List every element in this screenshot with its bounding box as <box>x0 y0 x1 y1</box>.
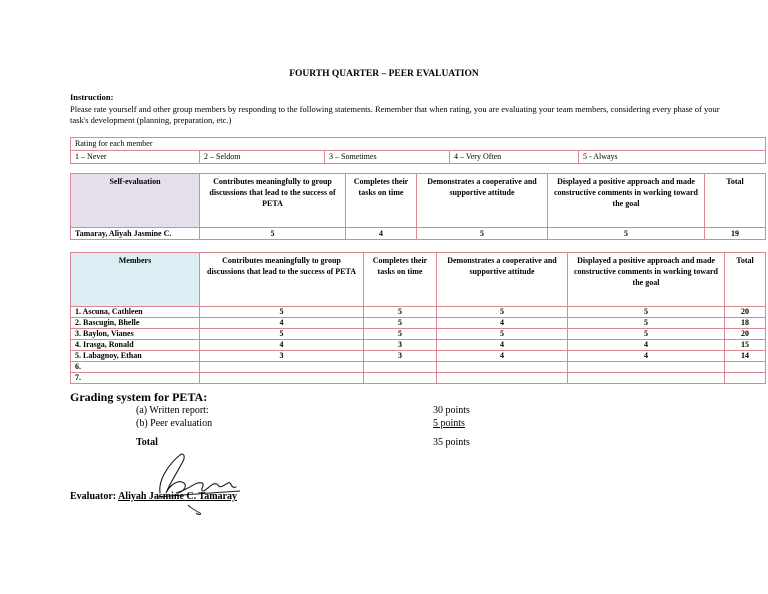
signature-image <box>140 449 250 519</box>
self-name-cell: Tamaray, Aliyah Jasmine C. <box>71 228 200 240</box>
member-name-cell: 1. Ascuna, Cathleen <box>71 307 200 318</box>
table-row <box>71 340 766 351</box>
table-row <box>71 373 766 384</box>
score-cell <box>200 373 364 384</box>
score-cell: 3 <box>364 340 437 351</box>
self-eval-header: Self-evaluation <box>71 174 200 228</box>
criteria-header: Demonstrates a cooperative and supportive attitude <box>417 174 548 228</box>
score-cell <box>364 362 437 373</box>
grading-item-points: 5 points <box>433 418 465 429</box>
member-name-cell: 5. Labagnoy, Ethan <box>71 351 200 362</box>
score-cell: 5 <box>568 318 725 329</box>
score-cell <box>437 373 568 384</box>
score-cell: 5 <box>364 329 437 340</box>
criteria-header: Completes their tasks on time <box>364 253 437 307</box>
criteria-header: Displayed a positive approach and made constructive comments in working toward the goal <box>548 174 705 228</box>
score-cell <box>364 373 437 384</box>
rating-item: 5 - Always <box>579 151 766 164</box>
table-row <box>71 362 766 373</box>
score-cell <box>568 373 725 384</box>
grading-total-points: 35 points <box>433 437 470 448</box>
criteria-header: Completes their tasks on time <box>346 174 417 228</box>
score-cell: 4 <box>437 340 568 351</box>
members-header: Members <box>71 253 200 307</box>
grading-item-points: 30 points <box>433 405 470 416</box>
rating-scale-table <box>70 137 766 164</box>
score-cell: 4 <box>437 351 568 362</box>
score-cell: 5 <box>548 228 705 240</box>
score-cell: 4 <box>437 318 568 329</box>
total-cell: 15 <box>725 340 766 351</box>
score-cell: 5 <box>200 307 364 318</box>
grading-item-label: (a) Written report: <box>136 405 209 416</box>
score-cell: 4 <box>346 228 417 240</box>
member-name-cell: 7. <box>71 373 200 384</box>
member-name-cell: 3. Baylon, Vianes <box>71 329 200 340</box>
self-evaluation-table <box>70 173 766 240</box>
score-cell: 5 <box>200 228 346 240</box>
evaluator-name: Aliyah Jasmine C. Tamaray <box>118 491 237 502</box>
instruction-heading: Instruction: <box>70 92 114 102</box>
member-name-cell: 2. Bascugin, Bhelle <box>71 318 200 329</box>
rating-scale-heading: Rating for each member <box>71 138 766 151</box>
score-cell: 5 <box>200 329 364 340</box>
score-cell: 4 <box>200 318 364 329</box>
score-cell <box>437 362 568 373</box>
score-cell <box>568 362 725 373</box>
criteria-header: Demonstrates a cooperative and supportive attitude <box>437 253 568 307</box>
rating-item: 1 – Never <box>71 151 200 164</box>
total-cell: 18 <box>725 318 766 329</box>
rating-item: 3 – Sometimes <box>325 151 450 164</box>
total-cell <box>725 373 766 384</box>
score-cell <box>200 362 364 373</box>
score-cell: 3 <box>364 351 437 362</box>
total-cell <box>725 362 766 373</box>
rating-item: 4 – Very Often <box>450 151 579 164</box>
total-cell: 19 <box>705 228 766 240</box>
criteria-header: Contributes meaningfully to group discussions that lead to the success of PETA <box>200 253 364 307</box>
score-cell: 4 <box>568 351 725 362</box>
member-name-cell: 6. <box>71 362 200 373</box>
member-name-cell: 4. Irasga, Ronald <box>71 340 200 351</box>
total-cell: 20 <box>725 307 766 318</box>
instruction-text: Please rate yourself and other group members by responding to the following statements. Remember that when rating, you are evaluating your team members, considering every phase of your task's development (planning, preparation, etc.) <box>70 104 720 125</box>
grading-heading: Grading system for PETA: <box>70 390 208 404</box>
total-header: Total <box>705 174 766 228</box>
page-title: FOURTH QUARTER – PEER EVALUATION <box>289 69 479 79</box>
grading-total-label: Total <box>136 437 158 448</box>
score-cell: 5 <box>364 307 437 318</box>
table-row <box>71 329 766 340</box>
table-row <box>71 307 766 318</box>
score-cell: 4 <box>568 340 725 351</box>
total-cell: 20 <box>725 329 766 340</box>
total-header: Total <box>725 253 766 307</box>
score-cell: 3 <box>200 351 364 362</box>
grading-item-label: (b) Peer evaluation <box>136 418 213 429</box>
score-cell: 5 <box>568 329 725 340</box>
score-cell: 5 <box>568 307 725 318</box>
rating-item: 2 – Seldom <box>200 151 325 164</box>
evaluator-label: Evaluator: <box>70 491 117 502</box>
total-cell: 14 <box>725 351 766 362</box>
score-cell: 5 <box>437 329 568 340</box>
criteria-header: Displayed a positive approach and made constructive comments in working toward the goal <box>568 253 725 307</box>
score-cell: 5 <box>437 307 568 318</box>
members-table <box>70 252 766 384</box>
score-cell: 4 <box>200 340 364 351</box>
table-row <box>71 318 766 329</box>
table-row <box>71 351 766 362</box>
evaluator-line <box>70 491 237 502</box>
criteria-header: Contributes meaningfully to group discussions that lead to the success of PETA <box>200 174 346 228</box>
score-cell: 5 <box>417 228 548 240</box>
score-cell: 5 <box>364 318 437 329</box>
